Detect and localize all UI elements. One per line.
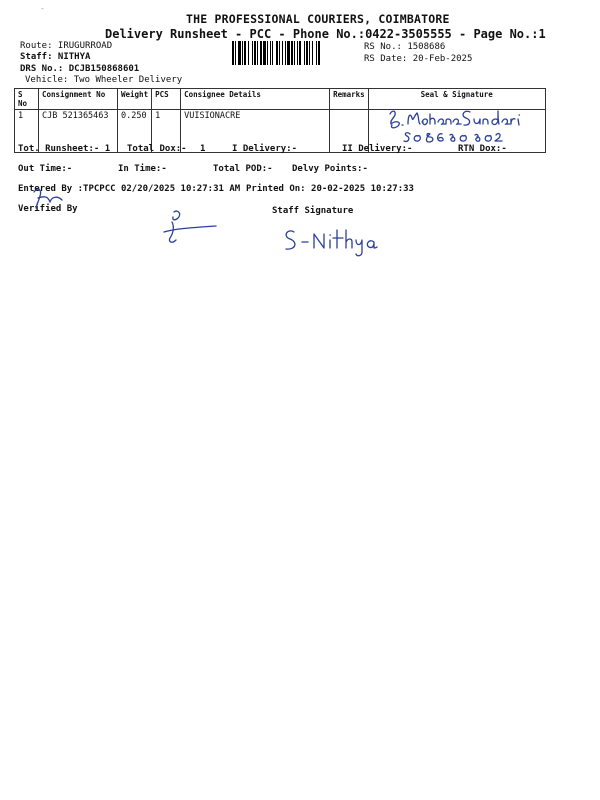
- col-consignee: Consignee Details: [181, 89, 330, 110]
- ii-delivery: II Delivery:-: [342, 144, 413, 154]
- rs-date: RS Date: 20-Feb-2025: [364, 54, 473, 64]
- cell-sno: 1: [15, 110, 39, 153]
- total-runsheet: Tot. Runsheet:- 1: [18, 144, 111, 154]
- verifier-initial-signature: [30, 184, 80, 210]
- col-weight: Weight: [118, 89, 152, 110]
- verifier-signature: [158, 208, 218, 248]
- col-seal: Seal & Signature: [368, 89, 545, 110]
- out-time: Out Time:-: [18, 164, 73, 174]
- staff-signature: [282, 224, 388, 258]
- drs-label: DRS No.: DCJB150868601: [20, 64, 140, 74]
- col-sno: S No: [15, 89, 39, 110]
- cell-consignee: VUISIONACRE: [181, 110, 330, 153]
- col-consignment: Consignment No: [39, 89, 118, 110]
- staff-signature-label: Staff Signature: [272, 206, 354, 216]
- rtn-dox: RTN Dox:-: [458, 144, 507, 154]
- entered-by: Entered By :TPCPCC 02/20/2025 10:27:31 AM: [18, 184, 241, 194]
- delvy-points: Delvy Points:-: [292, 164, 368, 174]
- cell-weight: 0.250: [118, 110, 152, 153]
- vehicle-label: Vehicle: Two Wheeler Delivery: [25, 75, 183, 85]
- col-pcs: PCS: [152, 89, 181, 110]
- route-label: Route: IRUGURROAD: [20, 41, 113, 51]
- in-time: In Time:-: [118, 164, 167, 174]
- printed-on: Printed On: 20-02-2025 10:27:33: [246, 184, 414, 194]
- total-pod: Total POD:-: [213, 164, 273, 174]
- scan-mark: -: [40, 4, 45, 13]
- rs-number: RS No.: 1508686: [364, 42, 446, 52]
- col-remarks: Remarks: [330, 89, 369, 110]
- cell-pcs: 1: [152, 110, 181, 153]
- company-title: THE PROFESSIONAL COURIERS, COIMBATORE: [186, 12, 450, 26]
- cell-consignment: CJB 521365463: [39, 110, 118, 153]
- i-delivery: I Delivery:-: [232, 144, 298, 154]
- verified-by: Verified By: [18, 204, 78, 214]
- barcode: [232, 41, 356, 65]
- total-dox-label: Total Dox:-: [127, 144, 187, 154]
- runsheet-subtitle: Delivery Runsheet - PCC - Phone No.:0422-3505555 - Page No.:1: [105, 27, 546, 41]
- staff-label: Staff: NITHYA: [20, 52, 91, 62]
- total-dox-value: 1: [200, 144, 206, 154]
- receiver-signature: [386, 104, 554, 146]
